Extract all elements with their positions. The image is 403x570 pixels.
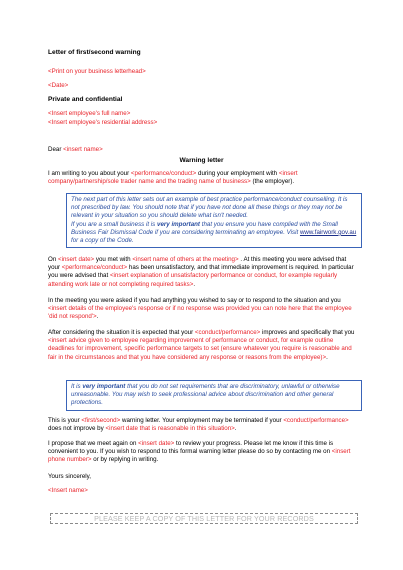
- salutation: [48, 146, 103, 154]
- meeting-performance-placeholder: <performance/conduct>: [61, 264, 128, 272]
- closing-name-placeholder: <Insert name>: [48, 487, 88, 494]
- propose-paragraph: [48, 440, 358, 465]
- asked-text: In the meeting you were asked if you had anything you wished to say or to respond to the situation and you: [48, 297, 341, 304]
- date-placeholder: <Date>: [48, 82, 69, 89]
- salutation-dear: Dear: [48, 146, 62, 153]
- warning-paragraph: [48, 417, 358, 433]
- meeting-rest-1: . At this meeting you were advised that your: [48, 256, 347, 272]
- note-box-1-important: very important: [157, 220, 200, 228]
- meeting-end: .: [193, 280, 196, 288]
- intro-paragraph: [48, 170, 358, 186]
- records-note: PLEASE KEEP A COPY OF THIS LETTER FOR YOUR RECORDS: [94, 514, 314, 523]
- note-box-1-small-business: [71, 221, 357, 246]
- note-box-2-important: very important: [82, 383, 126, 390]
- after-advice-placeholder: <insert advice given to employee regarding improvement of performance or conduct, for example outline deadlines for improvement, specific performance targets to set (ensure whatever you require is reasonable and fair in the circumstances and that you have considered any response or reasons from the employee)>: [48, 337, 352, 361]
- meeting-met: you met with: [95, 256, 131, 263]
- confidential-label: Private and confidential: [48, 96, 123, 103]
- intro-performance-placeholder: <performance/conduct>: [130, 170, 197, 177]
- propose-text-1: I propose that we meet again on: [48, 440, 137, 447]
- propose-date-placeholder: <insert date>: [138, 440, 175, 447]
- intro-text-3: (the employer).: [252, 178, 295, 186]
- meeting-date-placeholder: <insert date>: [58, 256, 95, 263]
- meeting-rest-2: has been unsatisfactory, and that immediate improvement is required. In particular you were advised that: [48, 264, 354, 280]
- intro-text-2: during your employment with: [198, 170, 278, 177]
- letter-title: Letter of first/second warning: [48, 49, 141, 56]
- meeting-others-placeholder: <insert name of others at the meeting>: [132, 256, 239, 263]
- note-box-discrimination: [66, 380, 362, 411]
- asked-details-placeholder: <insert details of the employee's response or if no response was provided you can note here that the employee 'did not respond'>: [48, 305, 352, 321]
- note-box-1-post: that you ensure you have complied with the Small Business Fair Dismissal Code if you are considering terminating an employee. Visit: [71, 220, 338, 236]
- propose-text-2: to review your progress. Please let me know if this time is convenient to you. If you wish to respond to this formal warning letter please do so by contacting me on: [48, 440, 334, 456]
- warning-conduct-placeholder: <conduct/performance>: [283, 417, 349, 424]
- warning-heading: Warning letter: [179, 157, 224, 164]
- warning-date-placeholder: <insert date that is reasonable in this situation>: [105, 425, 235, 433]
- asked-end: .: [96, 313, 99, 321]
- meeting-explanation-placeholder: <insert explanation of unsatisfactory performance or conduct, for example regularly attending work late or not completing required tasks>: [48, 272, 338, 288]
- note-box-1-line: The next part of this letter sets out an example of best practice performance/conduct counselling. It is not prescribed by law. You should note that if you have not done all these things or they may not be relevant in your situation so you should delete what isn't needed.: [71, 196, 348, 220]
- warning-text-3: does not improve by: [48, 425, 104, 433]
- meeting-on: On: [48, 256, 57, 263]
- propose-phone-placeholder: <insert phone number>: [48, 448, 351, 464]
- salutation-name: <insert name>: [63, 146, 103, 153]
- note-box-2-post: that you do not set requirements that are discriminatory, unlawful or otherwise unreasonable. You may wish to seek professional advice about discrimination and other general protections.: [71, 383, 340, 407]
- note-box-2-pre: It is: [71, 383, 81, 390]
- after-performance-placeholder: <conduct/performance>: [194, 329, 261, 336]
- note-box-1-tail: for a copy of the Code.: [71, 236, 134, 244]
- records-note-box: [50, 513, 358, 524]
- warning-text-2: warning letter. Your employment may be terminated if your: [121, 417, 282, 424]
- after-text-2: improves and specifically that you: [261, 329, 355, 336]
- closing-sincerely: Yours sincerely,: [48, 473, 91, 480]
- employee-name-placeholder: <Insert employee's full name>: [48, 110, 131, 117]
- note-box-1-pre: If you are a small business it is: [71, 220, 156, 228]
- warning-first-second-placeholder: <first/second>: [81, 417, 121, 424]
- fairwork-link[interactable]: www.fairwork.gov.au: [299, 228, 357, 236]
- note-box-best-practice: [66, 193, 362, 248]
- employee-address-placeholder: <Insert employee's residential address>: [48, 119, 158, 126]
- intro-company-placeholder: <insert company/partnership/sole trader name and the trading name of business>: [48, 170, 298, 186]
- after-end: .: [326, 353, 328, 361]
- after-paragraph: [48, 329, 358, 362]
- intro-text-1: I am writing to you about your: [48, 170, 130, 177]
- warning-text-1: This is your: [48, 417, 80, 424]
- propose-text-3: or by replying in writing.: [93, 456, 159, 464]
- print-letterhead-note: <Print on your business letterhead>: [48, 68, 146, 75]
- after-text-1: After considering the situation it is expected that your: [48, 329, 194, 336]
- warning-end: .: [234, 425, 237, 433]
- meeting-paragraph: [48, 256, 358, 289]
- asked-paragraph: [48, 297, 358, 322]
